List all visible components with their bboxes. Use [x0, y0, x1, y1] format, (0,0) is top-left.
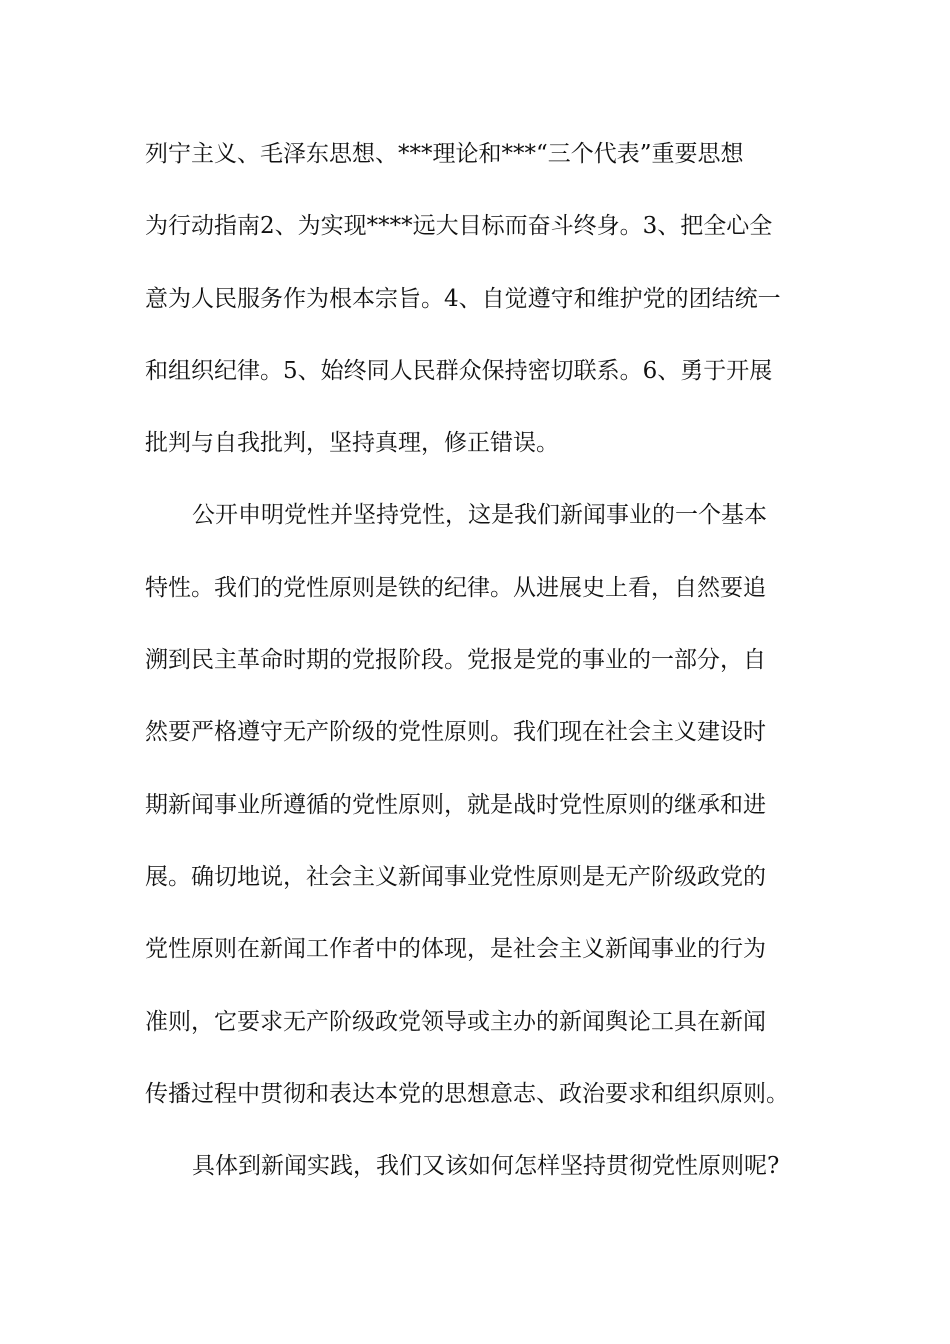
text-line: 党性原则在新闻工作者中的体现，是社会主义新闻事业的行为	[145, 936, 766, 963]
text-line: 为行动指南2、为实现****远大目标而奋斗终身。3、把全心全	[145, 213, 773, 240]
text-line: 批判与自我批判，坚持真理，修正错误。	[145, 430, 559, 457]
text-line: 列宁主义、毛泽东思想、***理论和***“三个代表”重要思想	[145, 141, 744, 167]
text-line: 准则，它要求无产阶级政党领导或主办的新闻舆论工具在新闻	[145, 1008, 766, 1035]
text-line: 展。确切地说，社会主义新闻事业党性原则是无产阶级政党的	[145, 863, 766, 890]
text-line: 和组织纪律。5、始终同人民群众保持密切联系。6、勇于开展	[145, 357, 773, 384]
text-line: 期新闻事业所遵循的党性原则，就是战时党性原则的继承和进	[145, 791, 766, 818]
text-line: 然要严格遵守无产阶级的党性原则。我们现在社会主义建设时	[145, 719, 766, 746]
text-line: 特性。我们的党性原则是铁的纪律。从进展史上看，自然要追	[145, 574, 766, 601]
paragraph-first-line: 公开申明党性并坚持党性，这是我们新闻事业的一个基本	[192, 502, 767, 529]
text-line: 传播过程中贯彻和表达本党的思想意志、政治要求和组织原则。	[145, 1080, 789, 1107]
document-body	[145, 118, 810, 1202]
text-line: 溯到民主革命时期的党报阶段。党报是党的事业的一部分，自	[145, 647, 766, 674]
text-line: 意为人民服务作为根本宗旨。4、自觉遵守和维护党的团结统一	[145, 285, 781, 312]
paragraph-first-line: 具体到新闻实践，我们又该如何怎样坚持贯彻党性原则呢?	[192, 1153, 780, 1180]
